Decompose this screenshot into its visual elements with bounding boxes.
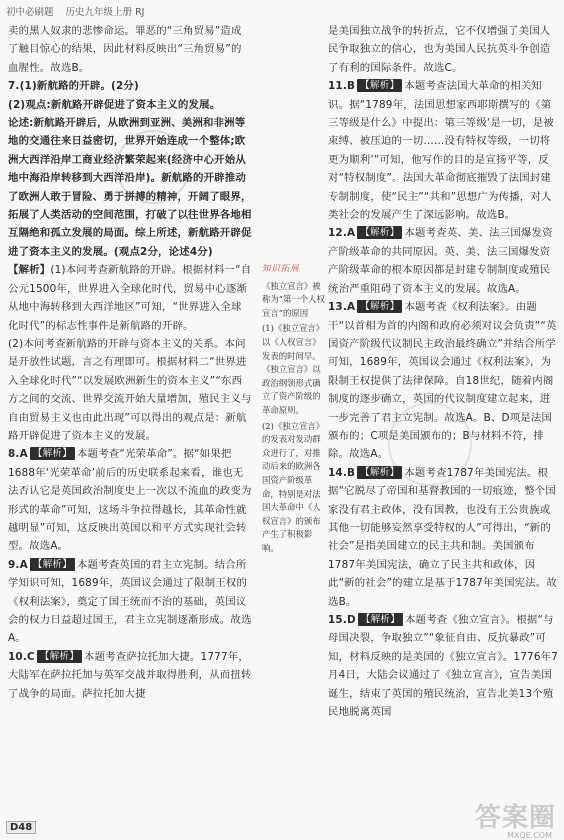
q10-block: 10.C 【解析】 本题考查萨拉托加大捷。1777年，大陆军在萨拉托加与英军交战并取得胜利，从而扭转了战争的局面。萨拉托加大捷 [8,650,252,700]
analysis-tag: 【解析】 [357,226,402,239]
q7-answer-3: 论述:新航路开辟后，从欧洲到亚洲、美洲和非洲等地的交通往来日益密切，世界开始连成一个整体;欧洲大西洋沿岸工商业经济繁荣起来(经济中心开始从地中海沿岸转移到大西洋沿岸)。新航路的开辟推动了欧洲人敢于冒险、勇于拼搏的精神，开阔了眼界，拓展了人类活动的空间范围，打破了以往世界各地相互隔绝和孤立发展的局面。综上所述，新航路开辟促进了资本主义的发展。(观点2分，论述4分) [8,117,252,258]
q11-block: 11.B 【解析】 本题考查法国大革命的相关知识。据“1789年，法国思想家西耶斯撰写的《第三等级是什么》中提出：第三等级‘是一切，是被束缚、被压迫的一切……没有特权等级，一切将更为顺利’”可知，他写作的目的是宣扬平等，反对“特权制度”。法国大革命彻底摧毁了法国封建专制制度，使“民主”“共和”思想广为传播，对人类社会的发展产生了深远影响。故选B。 [328,80,554,222]
q13-block: 13.A 【解析】 本题考查《权利法案》。由题干“以首相为首的内阁和政府必须对议会负责”“英国资产阶级代议制民主政治最终确立”并结合所学可知，1689年，英国议会通过《权利法案》，为限制王权提供了法律保障。自18世纪，随着内阁制度的逐步确立，英国的代议制度建立起来，进一步完善了君主立宪制。故选A。B、D项是法国颁布的；C项是美国颁布的；B与材料不符，排除。故选A。 [328,301,557,461]
right-intro: 是美国独立战争的转折点，它不仅增强了美国人民争取独立的信心，也为美国人民抗英斗争创造了有利的国际条件。故选C。 [328,25,551,74]
right-column [328,22,560,721]
q15-block: 15.D 【解析】 本题考查《独立宣言》。根据“与母国决裂，争取独立”“象征自由、反抗暴政”可知，材料反映的是美国的《独立宣言》。1776年7月4日，大陆会议通过了《独立宣言》，宣告美国诞生，结束了英国的殖民统治，宣告北美13个殖民地脱离英国 [328,614,559,719]
analysis-tag: 【解析】 [30,558,75,571]
q7-answer-1: 7.(1)新航路的开辟。(2分) [8,80,139,93]
q7-number: 7. [8,80,20,93]
q14-block: 14.B 【解析】 本题考查1787年美国宪法。根据“它脱尽了帝国和基督教国的一切痕迹，整个国家没有君主政体，没有国教，也没有王公贵族或其他一切能够妄然享受特权的人”可得出，“新的社会”是指美国建立的民主共和制。美国颁布1787年美国宪法，确立了民主共和政体，因此“新的社会”的建立是基于1787年美国宪法。故选B。 [328,466,558,608]
q8-block: 8.A 【解析】 本题考查“光荣革命”。据“如果把1688年‘光荣革命’前后的历史联系起来看，谁也无法否认它是英国政治制度史上一次以不流血的政变为形式的革命”可知，这场斗争拉得越长，其革命性就越明显”可知，这反映出英国以和平方式实现社会转型。故选A。 [8,448,252,553]
sidebar-para-1: 《独立宣言》被称为“第一个人权宣言”的原因 [262,280,325,318]
sidebar-title: 知识拓展 [262,263,300,273]
left-intro: 卖的黑人奴隶的悲惨命运。罪恶的“三角贸易”造成了触目惊心的结果，因此材料反映出“三角贸易”的血腥性。故选B。 [8,25,242,74]
series-title: 初中必刷题 [6,7,54,18]
analysis-tag: 【解析】 [30,447,75,460]
q12-block: 12.A 【解析】 本题考查英、美、法三国爆发资产阶级革命的共同原因。英、美、法三国爆发资产阶级革命的根本原因都是封建专制制度或殖民统治严重阻碍了资本主义的发展。故选A。 [328,227,553,295]
q7-answer-2: (2)观点:新航路开辟促进了资本主义的发展。 [8,98,221,111]
site-watermark: 答案圈 [474,803,556,833]
analysis-tag: 【解析】 [357,466,402,479]
analysis-tag: 【解析】 [358,613,403,626]
analysis-tag: 【解析】 [357,300,402,313]
analysis-tag: 【解析】 [357,79,402,92]
q9-block: 9.A 【解析】 本题考查英国的君主立宪制。结合所学知识可知，1689年，英国议会通过了限制王权的《权利法案》，奠定了国王统而不治的基础，英国议会的权力日益超过国王，君主立宪制逐渐形成。故选A。 [8,558,252,645]
q7-analysis-1: 【解析】(1)本问考查新航路的开辟。根据材料一“自公元1500年，世界进入全球化时代，贸易中心逐渐从地中海转移到大西洋地区”可知，“世界进入全球化时代”的标志性事件是新航路的开辟。 [8,264,252,332]
left-column [8,22,252,703]
edition-label: RJ [135,7,145,18]
q7-analysis-2: (2)本问考查新航路的开辟与资本主义的关系。本问是开放性试题，言之有理即可。根据材料二“世界进入全球化时代”“以发展欧洲新生的资本主义”“东西方之间的交流、世界交流开始大量增加，殖民主义与自由贸易主义也由此出现”可以得出的观点是：新航路开辟促进了资本主义的发展。 [8,337,252,442]
knowledge-sidebar [262,262,326,557]
sidebar-para-3: (2)《独立宣言》的发表对发动群众进行了，对推动后来的欧洲各国资产阶级革命，特别是对法国大革命中《人权宣言》的颁布产生了积极影响。 [262,420,325,553]
sidebar-para-2: (1)《独立宣言》以《人权宣言》发表的时间早。《独立宣言》以政治纲领形式确立了资产阶级的革命原则。 [262,323,325,415]
site-watermark-url: MXQE.COM [506,831,552,840]
page-header [6,4,144,18]
subject-title: 历史九年级上册 [65,7,133,18]
analysis-tag: 【解析】 [37,650,82,663]
page-number: D48 [6,821,36,834]
